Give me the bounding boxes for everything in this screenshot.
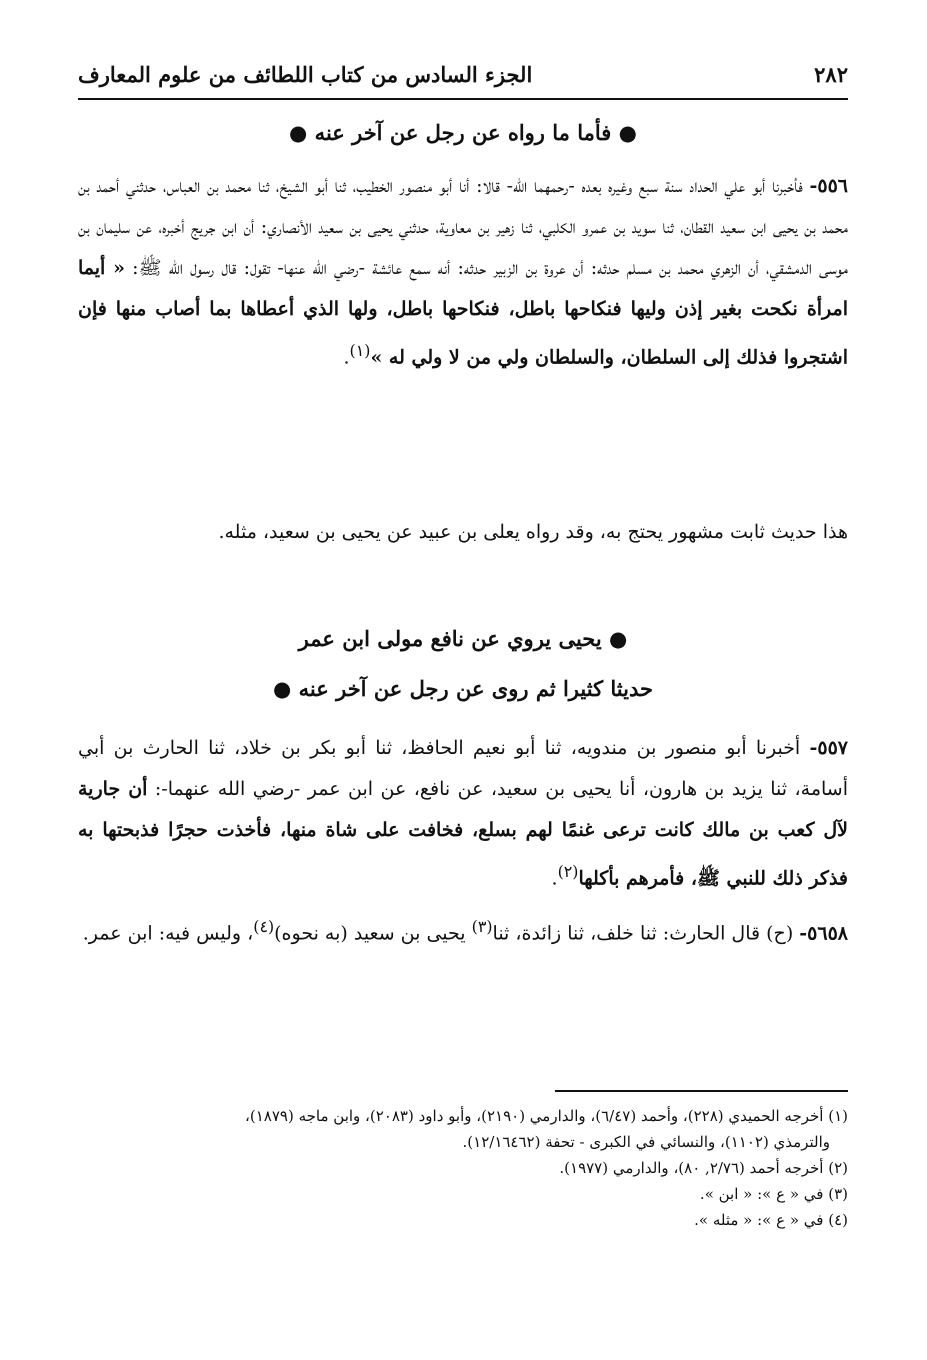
hadith-556 (78, 166, 848, 378)
hadith-text: ، وليس فيه: ابن عمر. (82, 922, 254, 945)
section-heading-2b: حديثا كثيرا ثم روى عن رجل عن آخر عنه ● (273, 676, 653, 701)
footnote-ref: (١) (349, 341, 371, 360)
footnote-2: (٢) أخرجه أحمد (٢/٧٦, ٨٠)، والدارمي (١٩٧٧). (559, 1159, 848, 1177)
comment-556: هذا حديث ثابت مشهور يحتج به، وقد رواه يعلى بن عبيد عن يحيى بن سعيد، مثله. (218, 521, 848, 543)
hadith-557 (78, 728, 848, 899)
footnote-1: (١) أخرجه الحميدي (٢٢٨)، وأحمد (٦/٤٧)، والدارمي (٢١٩٠)، وأبو داود (٢٠٨٣)، وابن ماجه (١٨٧٩)، (245, 1107, 848, 1125)
footnote-1-cont: والترمذي (١١٠٢)، والنسائي في الكبرى - تحفة (١٢/١٦٤٦٢). (462, 1133, 830, 1151)
hadith-text: (ح) قال الحارث: ثنا خلف، ثنا زائدة، ثنا (492, 922, 794, 945)
section-heading-1: ● فأما ما رواه عن رجل عن آخر عنه ● (289, 120, 637, 145)
footnote-ref: (٤) (253, 917, 275, 936)
footnote-ref: (٢) (557, 862, 579, 881)
hadith-number: ٥٥٧- (809, 737, 848, 759)
footnote-separator (555, 1090, 848, 1092)
sentence-end: . (343, 346, 350, 369)
hadith-number: ٥٥٦- (809, 175, 848, 197)
hadith-isnad: أخبرنا أبو منصور بن مندويه، ثنا أبو نعيم الحافظ، ثنا أبو بكر بن خلاد، ثنا الحارث بن أبي أسامة، ثنا يزيد بن هارون، أنا يحيى بن سعيد، عن نافع، عن ابن عمر -رضي الله عنهما-: (78, 737, 849, 800)
footnote-ref: (٣) (471, 917, 493, 936)
running-title: الجزء السادس من كتاب اللطائف من علوم المعارف (78, 62, 533, 87)
hadith-number: ٥٦٥٨- (799, 922, 848, 945)
hadith-matn: أن جارية لآل كعب بن مالك كانت ترعى غنمًا لهم بسلع، فخافت على شاة منها، فأخذت حجرًا فذبحتها به فذكر ذلك للنبي ﷺ، فأمرهم بأكلها (78, 778, 848, 890)
footnote-4: (٤) في « ع »: « مثله ». (694, 1211, 848, 1229)
sentence-end: . (551, 867, 558, 890)
section-heading-2a: ● يحيى يروي عن نافع مولى ابن عمر (298, 626, 628, 651)
hadith-matn: « أيما امرأة نكحت بغير إذن وليها فنكاحها باطل، فنكاحها باطل، ولها الذي أعطاها بما أصاب منها فإن اشتجروا فذلك إلى السلطان، والسلطان ولي من لا ولي له » (78, 257, 848, 369)
running-header (78, 58, 848, 100)
footnote-3: (٣) في « ع »: « ابن ». (699, 1185, 848, 1203)
hadith-658 (78, 906, 848, 954)
page-number: ٢٨٢ (814, 62, 848, 87)
hadith-isnad: فأخبرنا أبو علي الحداد سنة سبع وغيره بعده -رحمهما الله- قالا: أنا أبو منصور الخطيب، ثنا أبو الشيخ، ثنا محمد بن العباس، حدثني أحمد بن محمد بن يحيى ابن سعيد القطان، ثنا سويد بن عمرو الكلبي، ثنا زهير بن معاوية، حدثني يحيى بن سعيد الأنصاري: أن ابن جريج أخبره، عن سليمان بن موسى الدمشقي، أن الزهري محمد بن مسلم حدثه: أن عروة بن الزبير حدثه: أنه سمع عائشة -رضي الله عنها- تقول: قال رسول الله ﷺ: (78, 175, 848, 279)
footnotes (78, 1103, 848, 1233)
hadith-text: يحيى بن سعيد (به نحوه) (274, 922, 466, 945)
